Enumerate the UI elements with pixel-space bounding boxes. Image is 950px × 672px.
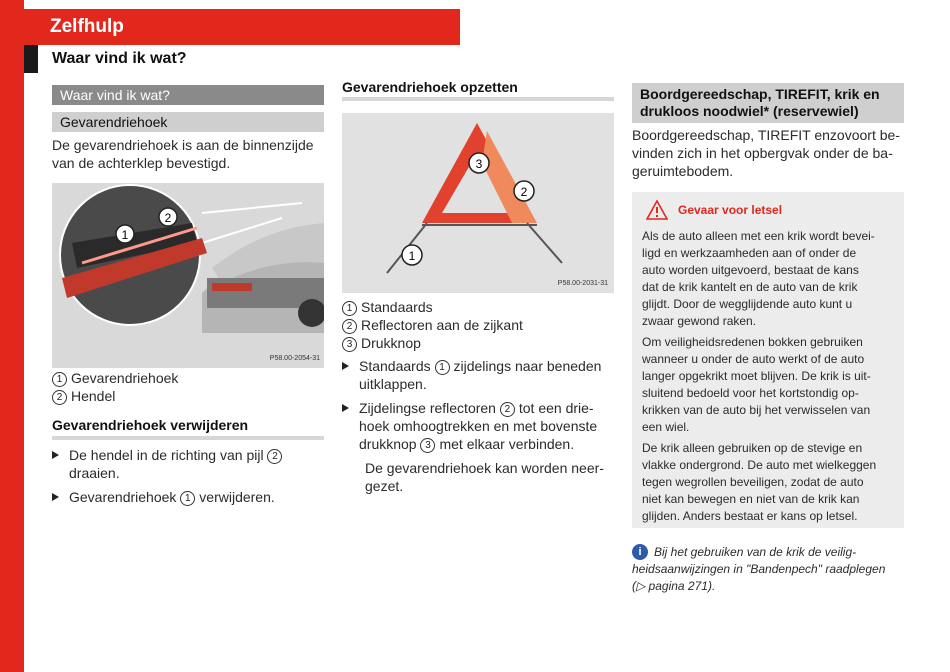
info-note: i Bij het gebruiken van de krik de veilig- heidsaanwijzingen in "Bandenpech" raadplegen (▷ pagina 271). — [632, 545, 886, 593]
svg-text:3: 3 — [475, 157, 483, 171]
red-margin-bar — [0, 0, 24, 672]
right-bar-title: Boordgereedschap, TIREFIT, krik en drukloos noodwiel* (reservewiel) — [632, 83, 904, 123]
svg-text:1: 1 — [408, 249, 416, 263]
info-icon: i — [632, 544, 648, 560]
left-intro: De gevarendriehoek is aan de binnenzijde van de achterklep bevestigd. — [52, 137, 314, 171]
step-item: Standaards 1 zijdelings naar beneden uitklappen. — [342, 357, 614, 393]
remove-steps — [52, 446, 324, 506]
svg-text:1: 1 — [121, 228, 129, 242]
legend-item: 2 Hendel — [52, 387, 178, 405]
step-item: De hendel in de richting van pijl 2 draaien. — [52, 446, 324, 482]
warning-paragraph-2: Om veiligheidsredenen bokken gebruiken wanneer u onder de auto werkt of de auto langer opgekrikt moet blijven. De krik is uit- sluitend bedoeld voor het kortstondig op- krikken van de auto bij het verwisselen van een wiel. — [642, 335, 871, 434]
middle-heading: Gevarendriehoek opzetten — [342, 79, 518, 95]
page-number: 216 — [36, 626, 68, 647]
triangle-illustration — [342, 113, 614, 293]
svg-text:2: 2 — [520, 185, 528, 199]
section-marker — [24, 45, 38, 73]
left-figure-id: P58.00-2054-31 — [269, 355, 320, 362]
trunk-illustration — [52, 183, 324, 368]
triangle-figure — [342, 113, 614, 293]
step-item: Gevarendriehoek 1 verwijderen. — [52, 488, 324, 506]
step-item: Zijdelingse reflectoren 2 tot een drie- hoek omhoogtrekken en met bovenste drukknop 3 met elkaar verbinden. — [342, 399, 614, 453]
warning-paragraph-3: De krik alleen gebruiken op de stevige en vlakke ondergrond. De auto met wielkeggen tegen wegrollen beveiligen, zodat de auto niet kan bewegen en niet van de krik kan glijden. Anders bestaat er kans op letsel. — [642, 441, 877, 523]
left-subbar: Gevarendriehoek — [52, 112, 324, 132]
left-bar-title: Waar vind ik wat? — [52, 85, 324, 105]
setup-steps — [342, 357, 614, 495]
middle-outro: De gevarendriehoek kan worden neer- gezet. — [365, 460, 604, 494]
legend-item: 2 Reflectoren aan de zijkant — [342, 316, 523, 334]
remove-heading: Gevarendriehoek verwijderen — [52, 417, 249, 433]
trunk-figure — [52, 183, 324, 368]
warning-box — [632, 192, 904, 528]
middle-legend — [342, 298, 523, 352]
section-title: Waar vind ik wat? — [52, 50, 187, 67]
warning-paragraph-1: Als de auto alleen met een krik wordt bevei- ligd en werkzaamheden aan of onder de auto worden uitgevoerd, bestaat de kans dat de krik kantelt en de auto van de krik glijdt. Door de wegglijdende auto kunt u zwaar gewond raken. — [642, 229, 875, 328]
legend-item: 3 Drukknop — [342, 334, 523, 352]
legend-item: 1 Standaards — [342, 298, 523, 316]
heading-rule — [342, 97, 614, 101]
middle-figure-id: P58.00-2031-31 — [557, 280, 608, 287]
right-intro: Boordgereedschap, TIREFIT enzovoort be- vinden zich in het opbergvak onder de ba- geruimtebodem. — [632, 127, 900, 179]
left-legend — [52, 369, 178, 405]
chapter-title: Zelfhulp — [50, 16, 124, 37]
svg-text:2: 2 — [164, 211, 172, 225]
warning-title: Gevaar voor letsel — [678, 203, 783, 217]
warning-icon — [646, 200, 668, 220]
legend-item: 1 Gevarendriehoek — [52, 369, 178, 387]
heading-rule — [52, 436, 324, 440]
